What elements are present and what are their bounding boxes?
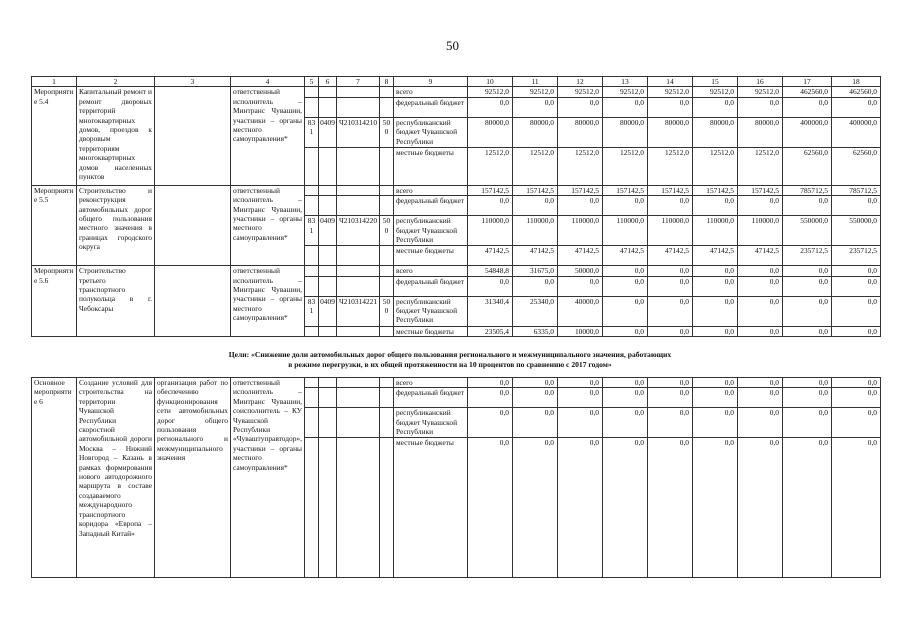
code-col5: [305, 87, 319, 97]
amount-cell: 0,0: [693, 266, 738, 276]
amount-cell: 62560,0: [832, 147, 881, 185]
code-col7: Ч210314210: [337, 117, 380, 147]
amount-cell: 0,0: [738, 378, 783, 388]
amount-cell: 0,0: [558, 408, 603, 437]
table-row: [32, 266, 881, 276]
amount-cell: 0,0: [648, 326, 693, 336]
code-col7: Ч210314221: [337, 296, 380, 326]
code-empty: [305, 388, 319, 408]
amount-cell: 0,0: [603, 437, 648, 577]
amount-cell: 12512,0: [603, 147, 648, 185]
amount-cell: 0,0: [603, 97, 648, 117]
amount-cell: 0,0: [558, 388, 603, 408]
amount-cell: 31340,4: [468, 296, 513, 326]
column-number: 15: [693, 77, 738, 87]
amount-cell: 157142,5: [693, 185, 738, 195]
amount-cell: 0,0: [832, 378, 881, 388]
funding-source: республиканский бюджет Чувашской Республики: [394, 216, 468, 246]
funding-source: республиканский бюджет Чувашской Республики: [394, 408, 468, 437]
column-number: 18: [832, 77, 881, 87]
amount-cell: 23505,4: [468, 326, 513, 336]
code-col6: [319, 97, 337, 117]
amount-cell: 92512,0: [693, 87, 738, 97]
funding-source: республиканский бюджет Чувашской Республики: [394, 117, 468, 147]
amount-cell: 92512,0: [468, 87, 513, 97]
code-empty: [319, 437, 337, 577]
amount-cell: 0,0: [603, 378, 648, 388]
amount-cell: 80000,0: [648, 117, 693, 147]
amount-cell: 0,0: [693, 437, 738, 577]
code-col6: 0409: [319, 216, 337, 246]
main-measure-id: Основное мероприятие 6: [32, 378, 77, 578]
amount-cell: 157142,5: [738, 185, 783, 195]
code-col5: [305, 196, 319, 216]
code-col5: 831: [305, 216, 319, 246]
funding-source: всего: [394, 378, 468, 388]
amount-cell: 47142,5: [693, 246, 738, 266]
amount-cell: 0,0: [783, 97, 832, 117]
amount-cell: 0,0: [693, 196, 738, 216]
column-number: 8: [380, 77, 394, 87]
amount-cell: 0,0: [738, 97, 783, 117]
code-col5: [305, 185, 319, 195]
amount-cell: 0,0: [603, 388, 648, 408]
code-col5: [305, 326, 319, 336]
code-col7: [337, 87, 380, 97]
amount-cell: 550000,0: [832, 216, 881, 246]
code-empty: [337, 408, 380, 437]
amount-cell: 0,0: [648, 437, 693, 577]
amount-cell: 0,0: [468, 408, 513, 437]
code-empty: [380, 388, 394, 408]
table-row: [32, 378, 881, 388]
amount-cell: 0,0: [783, 378, 832, 388]
amount-cell: 0,0: [558, 97, 603, 117]
amount-cell: 12512,0: [513, 147, 558, 185]
amount-cell: 110000,0: [603, 216, 648, 246]
code-col6: [319, 266, 337, 276]
code-col6: [319, 87, 337, 97]
code-empty: [305, 437, 319, 577]
code-col7: [337, 185, 380, 195]
amount-cell: 0,0: [832, 408, 881, 437]
code-col5: 831: [305, 117, 319, 147]
amount-cell: 110000,0: [738, 216, 783, 246]
table-row: [32, 185, 881, 195]
code-col5: [305, 147, 319, 185]
main-measure-name: Создание условий для строительства на территории Чувашской Республики скоростной автомобильной дороги Москва – Нижний Новгород – Казань в рамках формирования нового автодорожного маршрута в составе создаваемого международного транспортного коридора «Европа – Западный Китай»: [77, 378, 155, 578]
funding-source: всего: [394, 266, 468, 276]
amount-cell: 92512,0: [738, 87, 783, 97]
measure-name: Капитальный ремонт и ремонт дворовых территорий многоквартирных домов, проездов к дворовым территориям многоквартирных домов населенных пунктов: [77, 87, 155, 185]
code-col6: 0409: [319, 117, 337, 147]
amount-cell: 0,0: [513, 378, 558, 388]
code-empty: [319, 408, 337, 437]
amount-cell: 0,0: [738, 276, 783, 296]
amount-cell: 0,0: [738, 296, 783, 326]
code-col7: [337, 276, 380, 296]
code-col8: [380, 185, 394, 195]
amount-cell: 0,0: [468, 97, 513, 117]
code-empty: [305, 408, 319, 437]
amount-cell: 25340,0: [513, 296, 558, 326]
amount-cell: 0,0: [513, 276, 558, 296]
code-col8: [380, 196, 394, 216]
funding-source: федеральный бюджет: [394, 196, 468, 216]
goal-statement: [150, 350, 750, 370]
amount-cell: 235712,5: [783, 246, 832, 266]
amount-cell: 12512,0: [558, 147, 603, 185]
main-measure-task: организация работ по обеспечению функционирования сети автомобильных дорог общего пользования регионального и межмуниципального значения: [155, 378, 231, 578]
amount-cell: 92512,0: [648, 87, 693, 97]
amount-cell: 12512,0: [693, 147, 738, 185]
measure-name: Строительство и реконструкция автомобильных дорог общего пользования местного значения в границах городского округа: [77, 185, 155, 265]
amount-cell: 0,0: [558, 378, 603, 388]
amount-cell: 0,0: [468, 378, 513, 388]
amount-cell: 47142,5: [468, 246, 513, 266]
amount-cell: 0,0: [738, 266, 783, 276]
column-number: 6: [319, 77, 337, 87]
code-col6: 0409: [319, 296, 337, 326]
code-col7: [337, 147, 380, 185]
code-empty: [380, 408, 394, 437]
measure-executor: ответственный исполнитель – Минтранс Чувашии, участники – органы местного самоуправления*: [231, 87, 305, 185]
code-col8: [380, 97, 394, 117]
column-number: 1: [32, 77, 77, 87]
amount-cell: 0,0: [513, 97, 558, 117]
amount-cell: 0,0: [468, 388, 513, 408]
amount-cell: 550000,0: [783, 216, 832, 246]
amount-cell: 0,0: [468, 437, 513, 577]
amount-cell: 0,0: [513, 437, 558, 577]
amount-cell: 0,0: [693, 97, 738, 117]
amount-cell: 785712,5: [832, 185, 881, 195]
amount-cell: 0,0: [832, 196, 881, 216]
budget-table-measures: [31, 76, 881, 337]
code-col7: Ч210314220: [337, 216, 380, 246]
amount-cell: 0,0: [648, 388, 693, 408]
column-number: 17: [783, 77, 832, 87]
code-col6: [319, 326, 337, 336]
column-number: 10: [468, 77, 513, 87]
code-empty: [380, 378, 394, 388]
amount-cell: 400000,0: [832, 117, 881, 147]
measure-id: Мероприятие 5.4: [32, 87, 77, 185]
code-col7: [337, 326, 380, 336]
column-number: 7: [337, 77, 380, 87]
amount-cell: 92512,0: [513, 87, 558, 97]
code-col5: [305, 266, 319, 276]
amount-cell: 12512,0: [468, 147, 513, 185]
amount-cell: 0,0: [603, 276, 648, 296]
measure-id: Мероприятие 5.5: [32, 185, 77, 265]
funding-source: местные бюджеты: [394, 246, 468, 266]
amount-cell: 157142,5: [468, 185, 513, 195]
column-number: 9: [394, 77, 468, 87]
amount-cell: 462560,0: [832, 87, 881, 97]
amount-cell: 0,0: [693, 326, 738, 336]
code-col6: [319, 185, 337, 195]
measure-col3: [155, 185, 231, 265]
code-col5: [305, 97, 319, 117]
funding-source: республиканский бюджет Чувашской Республики: [394, 296, 468, 326]
amount-cell: 92512,0: [603, 87, 648, 97]
amount-cell: 47142,5: [558, 246, 603, 266]
code-empty: [337, 388, 380, 408]
amount-cell: 0,0: [693, 276, 738, 296]
amount-cell: 110000,0: [558, 216, 603, 246]
amount-cell: 462560,0: [783, 87, 832, 97]
amount-cell: 47142,5: [648, 246, 693, 266]
code-col7: [337, 266, 380, 276]
table-row: [32, 87, 881, 97]
header-row: [32, 77, 881, 87]
amount-cell: 80000,0: [558, 117, 603, 147]
code-empty: [305, 378, 319, 388]
column-number: 2: [77, 77, 155, 87]
code-empty: [380, 437, 394, 577]
amount-cell: 0,0: [558, 276, 603, 296]
amount-cell: 0,0: [832, 266, 881, 276]
main-measure-executor: ответственный исполнитель – Минтранс Чувашии, соисполнитель – КУ Чувашской Республики «Чуваштуправтодор», участники – органы местного самоуправления*: [231, 378, 305, 578]
amount-cell: 47142,5: [513, 246, 558, 266]
code-col8: [380, 326, 394, 336]
amount-cell: 0,0: [832, 276, 881, 296]
column-number: 12: [558, 77, 603, 87]
amount-cell: 0,0: [603, 196, 648, 216]
amount-cell: 0,0: [648, 97, 693, 117]
code-col8: [380, 246, 394, 266]
amount-cell: 0,0: [738, 437, 783, 577]
amount-cell: 0,0: [513, 408, 558, 437]
amount-cell: 0,0: [783, 388, 832, 408]
amount-cell: 0,0: [832, 437, 881, 577]
funding-source: всего: [394, 87, 468, 97]
column-number: 5: [305, 77, 319, 87]
amount-cell: 0,0: [648, 296, 693, 326]
amount-cell: 110000,0: [648, 216, 693, 246]
column-number: 13: [603, 77, 648, 87]
amount-cell: 0,0: [738, 408, 783, 437]
amount-cell: 12512,0: [648, 147, 693, 185]
measure-executor: ответственный исполнитель – Минтранс Чувашии, участники – органы местного самоуправления*: [231, 266, 305, 337]
code-empty: [319, 378, 337, 388]
amount-cell: 0,0: [648, 276, 693, 296]
code-col5: 831: [305, 296, 319, 326]
amount-cell: 0,0: [832, 296, 881, 326]
amount-cell: 0,0: [558, 196, 603, 216]
amount-cell: 110000,0: [513, 216, 558, 246]
code-col6: [319, 147, 337, 185]
measure-executor: ответственный исполнитель – Минтранс Чувашии, участники – органы местного самоуправления*: [231, 185, 305, 265]
amount-cell: 0,0: [738, 326, 783, 336]
measure-col3: [155, 266, 231, 337]
code-col7: [337, 97, 380, 117]
amount-cell: 80000,0: [513, 117, 558, 147]
goal-line-1: Цели: «Снижение доли автомобильных дорог общего пользования регионального и межмуниципального значения, работающих: [228, 350, 672, 359]
amount-cell: 0,0: [832, 326, 881, 336]
amount-cell: 0,0: [558, 437, 603, 577]
budget-table-main-measure: [31, 377, 881, 578]
amount-cell: 0,0: [832, 97, 881, 117]
funding-source: местные бюджеты: [394, 147, 468, 185]
amount-cell: 0,0: [783, 437, 832, 577]
code-col8: 500: [380, 117, 394, 147]
amount-cell: 0,0: [783, 296, 832, 326]
amount-cell: 0,0: [783, 326, 832, 336]
code-col8: [380, 147, 394, 185]
amount-cell: 0,0: [513, 196, 558, 216]
amount-cell: 157142,5: [558, 185, 603, 195]
measure-col3: [155, 87, 231, 185]
code-col8: [380, 276, 394, 296]
amount-cell: 0,0: [648, 378, 693, 388]
amount-cell: 0,0: [513, 388, 558, 408]
code-col8: 500: [380, 216, 394, 246]
amount-cell: 54848,8: [468, 266, 513, 276]
amount-cell: 0,0: [738, 388, 783, 408]
amount-cell: 0,0: [783, 276, 832, 296]
amount-cell: 157142,5: [648, 185, 693, 195]
funding-source: федеральный бюджет: [394, 97, 468, 117]
amount-cell: 10000,0: [558, 326, 603, 336]
amount-cell: 31675,0: [513, 266, 558, 276]
amount-cell: 157142,5: [513, 185, 558, 195]
amount-cell: 0,0: [738, 196, 783, 216]
amount-cell: 0,0: [603, 326, 648, 336]
amount-cell: 0,0: [603, 296, 648, 326]
amount-cell: 0,0: [468, 276, 513, 296]
amount-cell: 12512,0: [738, 147, 783, 185]
amount-cell: 80000,0: [603, 117, 648, 147]
amount-cell: 62560,0: [783, 147, 832, 185]
column-number: 16: [738, 77, 783, 87]
amount-cell: 0,0: [783, 266, 832, 276]
amount-cell: 400000,0: [783, 117, 832, 147]
amount-cell: 157142,5: [603, 185, 648, 195]
amount-cell: 0,0: [648, 196, 693, 216]
column-number: 14: [648, 77, 693, 87]
code-col8: 500: [380, 296, 394, 326]
amount-cell: 6335,0: [513, 326, 558, 336]
amount-cell: 0,0: [693, 378, 738, 388]
amount-cell: 0,0: [832, 388, 881, 408]
amount-cell: 0,0: [783, 196, 832, 216]
code-col6: [319, 246, 337, 266]
code-col7: [337, 196, 380, 216]
amount-cell: 0,0: [693, 296, 738, 326]
amount-cell: 110000,0: [468, 216, 513, 246]
amount-cell: 47142,5: [738, 246, 783, 266]
funding-source: всего: [394, 185, 468, 195]
amount-cell: 0,0: [648, 408, 693, 437]
amount-cell: 0,0: [648, 266, 693, 276]
measure-name: Строительство третьего транспортного полукольца в г. Чебоксары: [77, 266, 155, 337]
amount-cell: 0,0: [783, 408, 832, 437]
amount-cell: 80000,0: [738, 117, 783, 147]
code-col6: [319, 276, 337, 296]
amount-cell: 0,0: [693, 408, 738, 437]
goal-line-2: в режиме перегрузки, в их общей протяженности на 10 процентов по сравнению с 2017 годом»: [288, 360, 612, 369]
column-number: 3: [155, 77, 231, 87]
code-col7: [337, 246, 380, 266]
code-col5: [305, 246, 319, 266]
code-empty: [319, 388, 337, 408]
amount-cell: 47142,5: [603, 246, 648, 266]
funding-source: федеральный бюджет: [394, 388, 468, 408]
measure-id: Мероприятие 5.6: [32, 266, 77, 337]
code-col8: [380, 87, 394, 97]
code-col5: [305, 276, 319, 296]
amount-cell: 0,0: [693, 388, 738, 408]
amount-cell: 785712,5: [783, 185, 832, 195]
funding-source: федеральный бюджет: [394, 276, 468, 296]
code-empty: [337, 378, 380, 388]
amount-cell: 80000,0: [468, 117, 513, 147]
amount-cell: 0,0: [603, 266, 648, 276]
amount-cell: 40000,0: [558, 296, 603, 326]
code-col6: [319, 196, 337, 216]
code-col8: [380, 266, 394, 276]
amount-cell: 110000,0: [693, 216, 738, 246]
amount-cell: 50000,0: [558, 266, 603, 276]
amount-cell: 80000,0: [693, 117, 738, 147]
amount-cell: 92512,0: [558, 87, 603, 97]
column-number: 11: [513, 77, 558, 87]
funding-source: местные бюджеты: [394, 326, 468, 336]
funding-source: местные бюджеты: [394, 437, 468, 577]
page-number: 50: [446, 38, 459, 53]
column-number: 4: [231, 77, 305, 87]
amount-cell: 0,0: [603, 408, 648, 437]
amount-cell: 235712,5: [832, 246, 881, 266]
amount-cell: 0,0: [468, 196, 513, 216]
code-empty: [337, 437, 380, 577]
